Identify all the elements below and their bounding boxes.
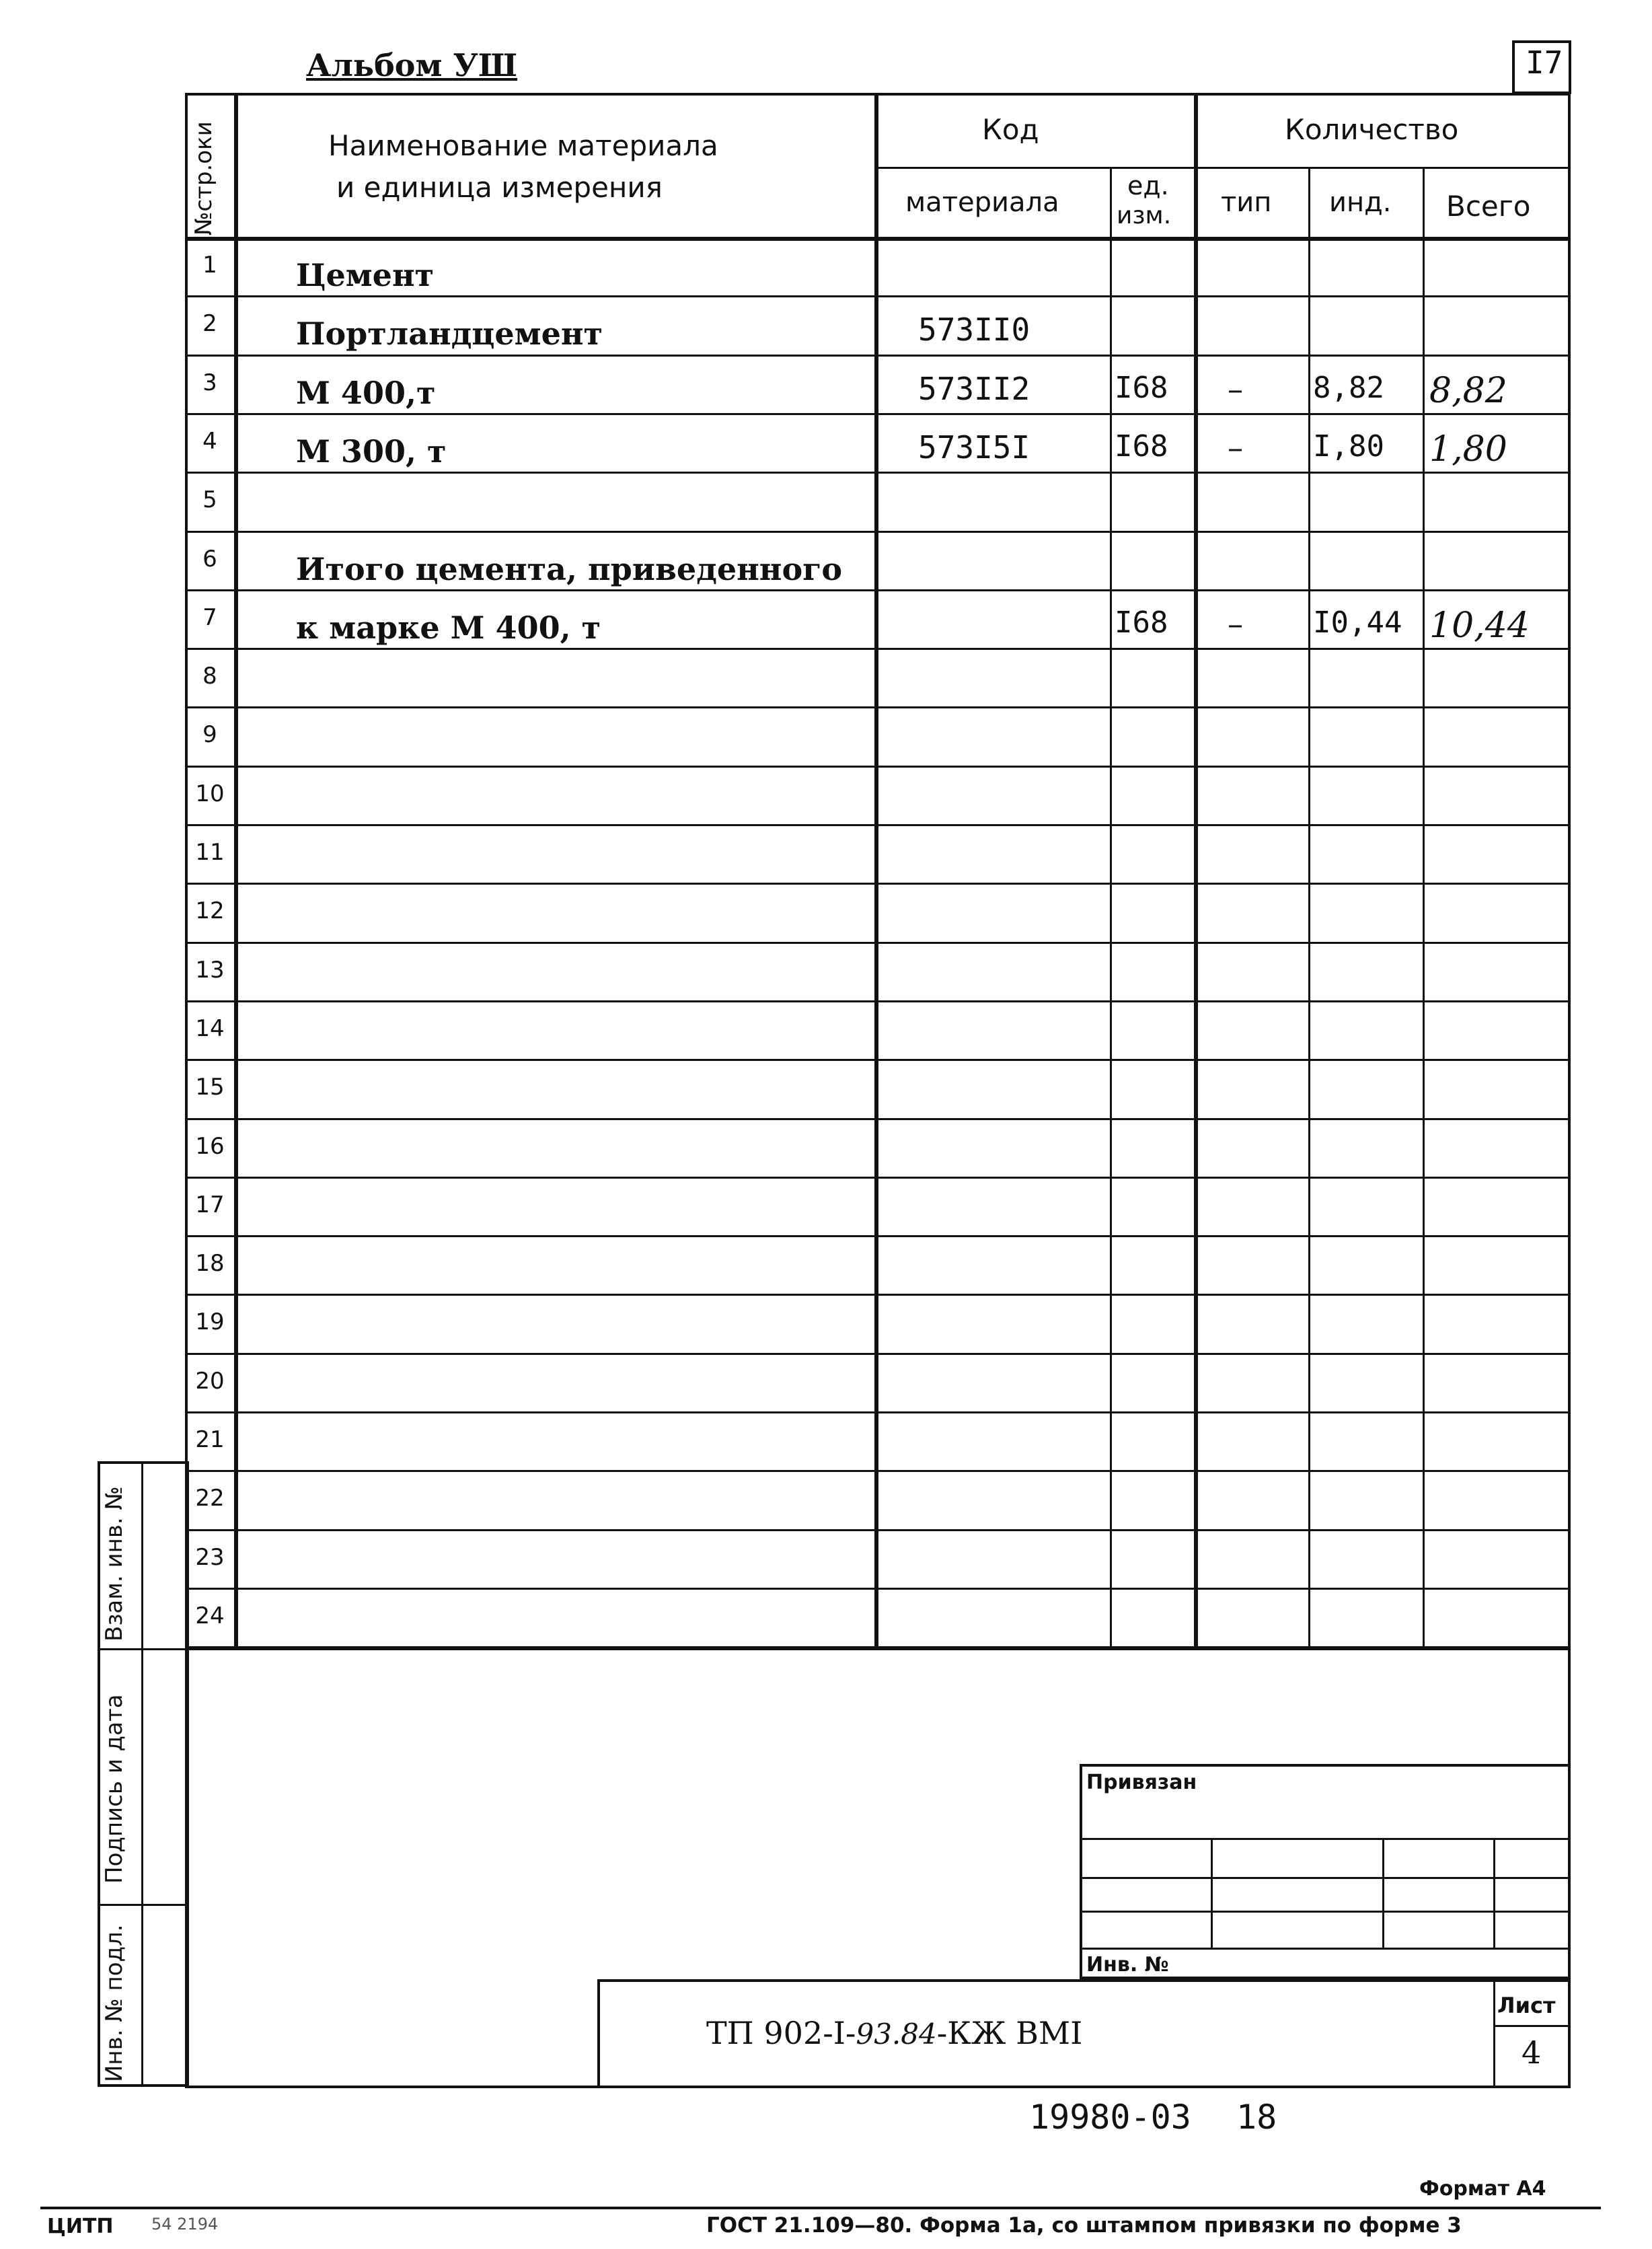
binding-col-2 <box>1382 1838 1384 1948</box>
row-number: 16 <box>195 1132 225 1160</box>
row-number: 13 <box>195 956 225 984</box>
designation-prefix: ТП 902-I- <box>706 2015 856 2051</box>
side-divider-2 <box>98 1904 189 1906</box>
col-header-unit-line2: изм. <box>1117 202 1172 229</box>
binding-inv-label: Инв. № <box>1086 1953 1169 1977</box>
row-number: 9 <box>202 721 217 749</box>
row-name: М 400,т <box>296 374 436 411</box>
row-number: 18 <box>195 1250 225 1278</box>
row-number: 12 <box>195 897 225 925</box>
binding-stamp <box>1080 1764 1571 1979</box>
row-ind: I,80 <box>1313 429 1384 464</box>
col-header-row-no: №стр.оки <box>190 121 217 235</box>
row-total: 8,82 <box>1429 370 1507 411</box>
side-divider-1 <box>98 1648 189 1650</box>
archive-number: 19980-03 <box>1029 2098 1191 2137</box>
row-name: М 300, т <box>296 433 447 470</box>
row-total: 1,80 <box>1429 429 1507 470</box>
row-name: к марке М 400, т <box>296 609 601 646</box>
side-label-inv-original: Инв. № подл. <box>101 1924 128 2082</box>
row-type: – <box>1228 370 1243 407</box>
row-number: 24 <box>195 1602 225 1629</box>
footer-left-code-tail: 54 2194 <box>151 2215 219 2234</box>
row-number: 14 <box>195 1015 225 1042</box>
col-line-ind <box>1308 167 1310 1646</box>
format-label: Формат А4 <box>1419 2177 1546 2201</box>
col-header-name-line2: и единица измерения <box>336 171 663 204</box>
col-header-qty-total: Всего <box>1446 190 1531 223</box>
row-name: Цемент <box>296 257 435 293</box>
row-number: 15 <box>195 1074 225 1101</box>
row-number: 4 <box>202 427 217 455</box>
row-unit: I68 <box>1115 370 1168 405</box>
album-title: Альбом УШ <box>306 47 518 83</box>
side-divider-v <box>141 1461 143 2087</box>
row-type: – <box>1228 429 1243 466</box>
binding-line-2 <box>1080 1877 1571 1879</box>
binding-col-3 <box>1493 1838 1495 1948</box>
binding-label: Привязан <box>1086 1771 1197 1794</box>
sheet-number: 4 <box>1522 2034 1542 2071</box>
binding-line-1 <box>1080 1838 1571 1840</box>
col-line-qty <box>1194 93 1198 1646</box>
row-number: 20 <box>195 1367 225 1395</box>
footer-rule <box>40 2207 1601 2209</box>
row-number: 8 <box>202 663 217 690</box>
row-number: 11 <box>195 839 225 866</box>
row-number: 3 <box>202 369 217 396</box>
binding-col-1 <box>1211 1838 1213 1948</box>
col-line-unit <box>1110 167 1112 1646</box>
header-mid-line <box>874 167 1571 169</box>
row-code: 573I5I <box>918 429 1030 466</box>
col-line-code <box>874 93 878 1646</box>
row-number: 21 <box>195 1426 225 1453</box>
col-header-code-material: материала <box>905 187 1059 218</box>
row-number: 1 <box>202 252 217 279</box>
row-number: 17 <box>195 1191 225 1218</box>
document-designation <box>706 2015 1082 2051</box>
col-line-rowno <box>234 93 238 1646</box>
col-line-total <box>1423 167 1425 1646</box>
row-line <box>185 1646 1571 1650</box>
row-number: 10 <box>195 780 225 807</box>
row-number: 23 <box>195 1543 225 1571</box>
col-header-code: Код <box>982 113 1039 146</box>
row-number: 5 <box>202 486 217 514</box>
row-type: – <box>1228 605 1243 642</box>
designation-suffix: -КЖ ВМI <box>936 2015 1083 2051</box>
binding-line-3 <box>1080 1911 1571 1913</box>
row-number: 2 <box>202 310 217 338</box>
row-code: 573II2 <box>918 370 1030 407</box>
title-sheet-divider <box>1493 1979 1495 2088</box>
title-sheet-line <box>1493 2025 1571 2027</box>
row-code: 573II0 <box>918 311 1030 348</box>
footer-gost: ГОСТ 21.109—80. Форма 1а, со штампом привязки по форме 3 <box>706 2213 1462 2238</box>
footer-left-code: ЦИТП <box>47 2215 114 2238</box>
row-unit: I68 <box>1115 605 1168 640</box>
side-label-signature-date: Подпись и дата <box>101 1694 128 1884</box>
archive-number-2: 18 <box>1236 2098 1277 2137</box>
row-name: Портландцемент <box>296 316 603 353</box>
side-label-inv-exchange: Взам. инв. № <box>101 1486 128 1642</box>
row-unit: I68 <box>1115 429 1168 464</box>
col-header-qty-ind: инд. <box>1329 187 1392 218</box>
binding-line-4 <box>1080 1948 1571 1950</box>
col-header-name-line1: Наименование материала <box>328 129 718 162</box>
row-number: 6 <box>202 545 217 573</box>
row-name: Итого цемента, приведенного <box>296 550 843 587</box>
row-number: 19 <box>195 1308 225 1336</box>
row-number: 7 <box>202 603 217 631</box>
col-header-unit-line1: ед. <box>1127 171 1169 200</box>
row-number: 22 <box>195 1485 225 1512</box>
sheet-label: Лист <box>1497 1993 1556 2018</box>
row-ind: 8,82 <box>1313 370 1384 405</box>
designation-handwritten: 93.84 <box>856 2018 937 2051</box>
row-total: 10,44 <box>1429 605 1530 646</box>
col-header-quantity: Количество <box>1285 113 1459 146</box>
col-header-qty-type: тип <box>1221 187 1272 218</box>
page-number: I7 <box>1526 44 1563 81</box>
row-ind: I0,44 <box>1313 605 1402 640</box>
